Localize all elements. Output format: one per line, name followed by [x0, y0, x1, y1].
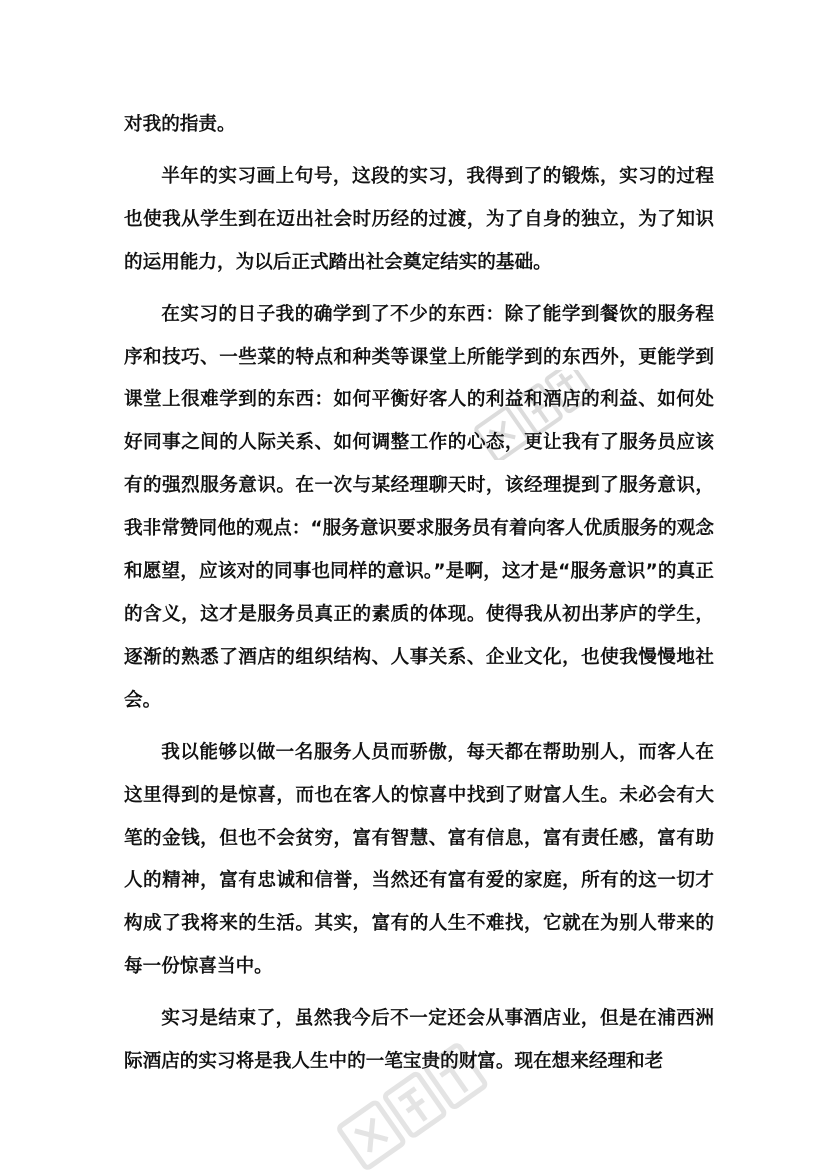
paragraph-5: 实习是结束了，虽然我今后不一定还会从事酒店业，但是在浦西洲际酒店的实习将是我人生中的一笔宝贵的财富。现在想来经理和老 — [124, 1008, 714, 1073]
paragraph-2: 半年的实习画上句号，这段的实习，我得到了的锻炼，实习的过程也使我从学生到在迈出社会时历经的过渡，为了自身的独立，为了知识的运用能力，为以后正式踏出社会奠定结实的基础。 — [124, 165, 714, 273]
paragraph-3: 在实习的日子我的确学到了不少的东西：除了能学到餐饮的服务程序和技巧、一些菜的特点和种类等课堂上所能学到的东西外，更能学到课堂上很难学到的东西：如何平衡好客人的利益和酒店的利益、如何处好同事之间的人际关系、如何调整工作的心态，更让我有了服务员应该有的强烈服务意识。在一次与某经理聊天时，该经理提到了服务意识，我非常赞同他的观点：“服务意识要求服务员有着向客人优质服务的观念和愿望，应该对的同事也同样的意识。”是啊，这才是“服务意识”的真正的含义，这才是服务员真正的素质的体现。使得我从初出茅庐的学生，逐渐的熟悉了酒店的组织结构、人事关系、企业文化，也使我慢慢地社会。 — [124, 303, 714, 711]
paragraph-1: 对我的指责。 — [124, 114, 236, 135]
paragraph-4: 我以能够以做一名服务人员而骄傲，每天都在帮助别人，而客人在这里得到的是惊喜，而也在客人的惊喜中找到了财富人生。未必会有大笔的金钱，但也不会贫穷，富有智慧、富有信息，富有责任感，富有助人的精神，富有忠诚和信誉，当然还有富有爱的家庭，所有的这一切才构成了我将来的生活。其实，富有的人生不难找，它就在为别人带来的每一份惊喜当中。 — [124, 741, 714, 978]
document-body — [124, 104, 714, 1093]
